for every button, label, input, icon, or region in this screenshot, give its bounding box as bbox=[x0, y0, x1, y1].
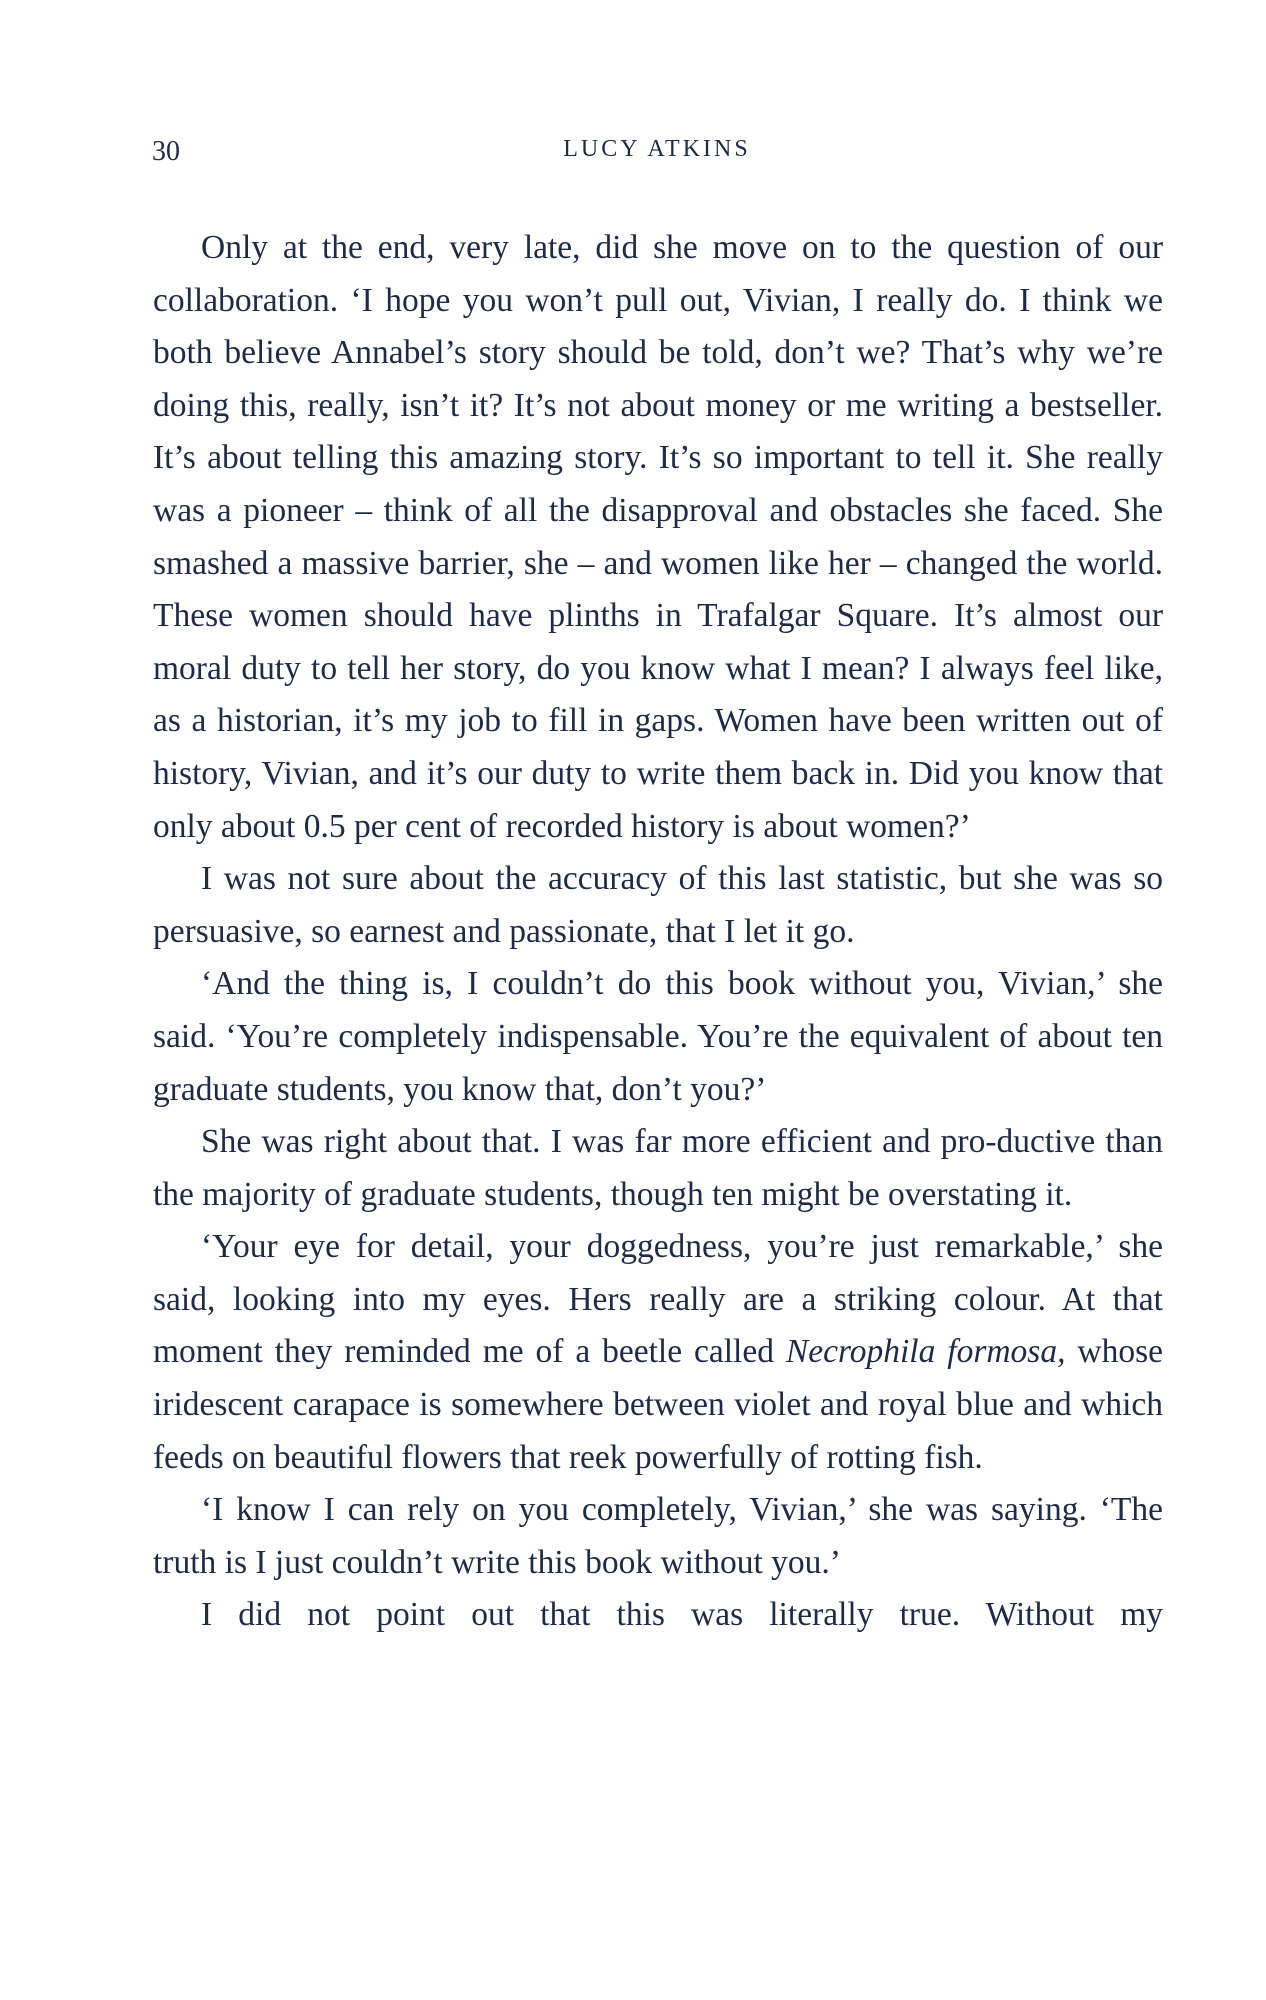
paragraph: ‘And the thing is, I couldn’t do this book without you, Vivian,’ she said. ‘You’re completely indispensable. You’re the equivalent of about ten graduate students, you know that, don’t you?’ bbox=[153, 965, 1163, 1108]
paragraph: I did not point out that this was literally true. Without my bbox=[201, 1596, 1163, 1634]
body-text bbox=[153, 222, 1163, 1642]
paragraph bbox=[153, 1221, 1163, 1484]
paragraph: I was not sure about the accuracy of this last statistic, but she was so persuasive, so earnest and passionate, that I let it go. bbox=[153, 860, 1163, 950]
running-head-author: LUCY ATKINS bbox=[563, 136, 751, 162]
paragraph-text: ‘Your eye for detail, your doggedness, you’re just remarkable,’ she said, looking into my eyes. Hers really are a striking colour. At that moment they reminded me of a beetle called bbox=[153, 1228, 1163, 1371]
paragraph: She was right about that. I was far more efficient and pro‑ductive than the majority of graduate students, though ten might be overstating it. bbox=[153, 1123, 1163, 1213]
page-number: 30 bbox=[152, 136, 180, 167]
paragraph: ‘I know I can rely on you completely, Vivian,’ she was saying. ‘The truth is I just couldn’t write this book without you.’ bbox=[153, 1491, 1163, 1581]
paragraph-text: whose iridescent carapace is somewhere between violet and royal blue and which feeds on beautiful flowers that reek powerfully of rotting fish. bbox=[153, 1333, 1163, 1476]
italic-species-name: Necrophila formosa, bbox=[785, 1333, 1066, 1371]
paragraph: Only at the end, very late, did she move on to the question of our collaboration. ‘I hope you won’t pull out, Vivian, I really do. I think we both believe Annabel’s story should be told, don’t we? That’s why we’re doing this, really, isn’t it? It’s not about money or me writing a bestseller. It’s about telling this amazing story. It’s so important to tell it. She really was a pioneer – think of all the disapproval and obstacles she faced. She smashed a massive barrier, she – and women like her – changed the world. These women should have plinths in Trafalgar Square. It’s almost our moral duty to tell her story, do you know what I mean? I always feel like, as a historian, it’s my job to fill in gaps. Women have been written out of history, Vivian, and it’s our duty to write them back in. Did you know that only about 0.5 per cent of recorded history is about women?’ bbox=[153, 229, 1163, 845]
running-head bbox=[152, 136, 1162, 172]
